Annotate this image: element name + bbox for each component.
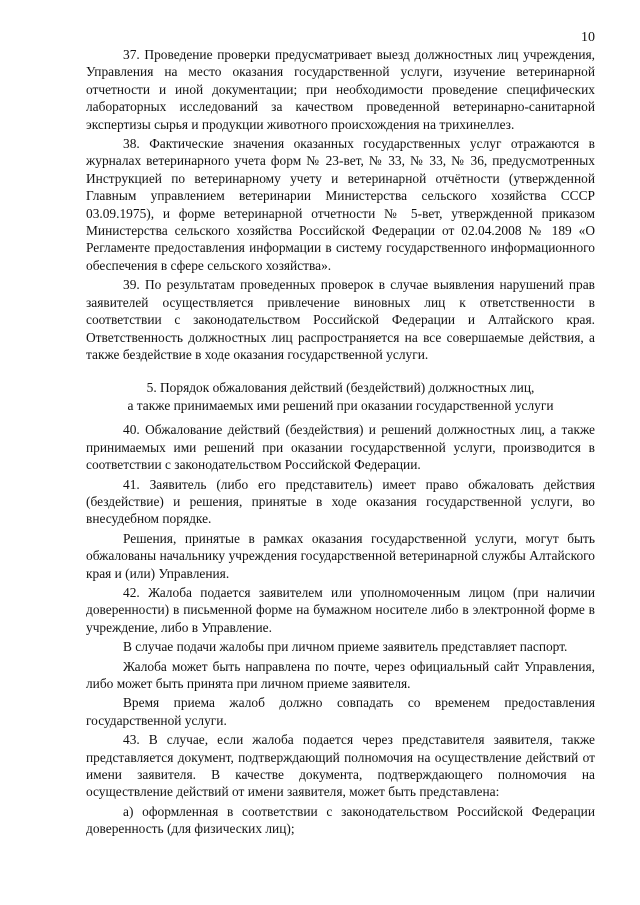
paragraph-43: 43. В случае, если жалоба подается через представителя заявителя, также представляется документ, подтверждающий полномочия на осуществление действий от имени заявителя. В качестве документа, подтверждающего полномочия на осуществление действий от имени заявителя, может быть представлена: xyxy=(86,732,595,800)
paragraph-mail-submission: Жалоба может быть направлена по почте, через официальный сайт Управления, либо может быть принята при личном приеме заявителя. xyxy=(86,658,595,691)
paragraph-reception-time: Время приема жалоб должно совпадать со временем предоставления государственной услуги. xyxy=(86,695,595,728)
paragraph-41: 41. Заявитель (либо его представитель) имеет право обжаловать действия (бездействие) и решения, принятые в ходе оказания государственной услуги, во внесудебном порядке. xyxy=(86,476,595,527)
paragraph-40: 40. Обжалование действий (бездействия) и решений должностных лиц, а также принимаемых ими решений при оказании государственной услуги, производится в соответствии с законодательством Российской Федерации. xyxy=(86,422,595,473)
section-heading xyxy=(86,379,595,415)
page-number: 10 xyxy=(581,30,595,45)
paragraph-42: 42. Жалоба подается заявителем или уполномоченным лицом (при наличии доверенности) в письменной форме на бумажном носителе либо в электронной форме в учреждение, либо в Управление. xyxy=(86,584,595,635)
section-heading-line-1: 5. Порядок обжалования действий (бездействий) должностных лиц, xyxy=(146,380,535,396)
document-body xyxy=(86,46,595,838)
paragraph-personal-reception: В случае подачи жалобы при личном приеме заявитель представляет паспорт. xyxy=(123,639,568,655)
paragraph-37: 37. Проведение проверки предусматривает выезд должностных лиц учреждения, Управления на место оказания государственной услуги, изучение ветеринарной отчетности и иной документации; при необходимости проведение специфических лабораторных исследований за качеством проведенной ветеринарно-санитарной экспертизы сырья и продукции животного происхождения на трихинеллез. xyxy=(86,47,595,132)
paragraph-43-a: а) оформленная в соответствии с законодательством Российской Федерации доверенность (для физических лиц); xyxy=(86,803,595,837)
paragraph-38: 38. Фактические значения оказанных государственных услуг отражаются в журналах ветеринарного учета форм № 23-вет, № 33, № 33, № 36, предусмотренных Инструкцией по ветеринарному учету и ветеринарной отчётности (утвержденной Главным управлением ветеринарии Министерства сельского хозяйства СССР 03.09.1975), и форме ветеринарной отчетности № 5-вет, утвержденной приказом Министерства сельского хозяйства Российской Федерации от 02.04.2008 № 189 «О Регламенте предоставления информации в систему государственного информационного обеспечения в сфере сельского хозяйства». xyxy=(86,136,595,273)
paragraph-decisions: Решения, принятые в рамках оказания государственной услуги, могут быть обжалованы начальнику учреждения государственной ветеринарной службы Алтайского края и (или) Управления. xyxy=(86,530,595,581)
section-heading-line-2: а также принимаемых ими решений при оказании государственной услуги xyxy=(127,398,554,414)
paragraph-39: 39. По результатам проведенных проверок в случае выявления нарушений прав заявителей осуществляется привлечение виновных лиц к ответственности в соответствии с законодательством Российской Федерации и Алтайского края. Ответственность должностных лиц распространяется на все совершаемые действия, а также бездействие в ходе оказания государственной услуги. xyxy=(86,277,595,362)
